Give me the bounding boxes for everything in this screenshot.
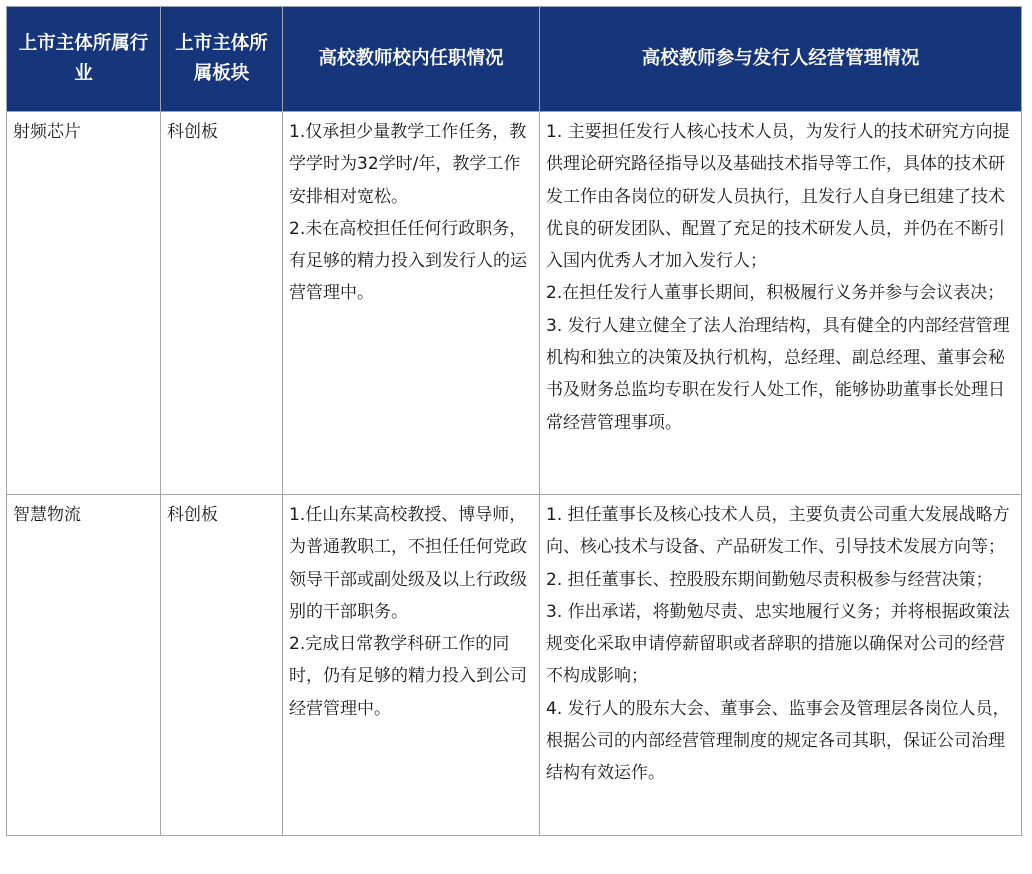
school-role-item: 1.任山东某高校教授、博导师，为普通教职工，不担任任何党政领导干部或副处级及以上行政级别的干部职务。 [289, 505, 527, 622]
cell-school-roles [283, 112, 540, 495]
issuer-teacher-table [6, 6, 1022, 836]
management-role-item: 3. 发行人建立健全了法人治理结构，具有健全的内部经营管理机构和独立的决策及执行机构，总经理、副总经理、董事会秘书及财务总监均专职在发行人处工作，能够协助董事长处理日常经营管理事项。 [546, 315, 1010, 433]
school-role-item: 2.未在高校担任任何行政职务，有足够的精力投入到发行人的运营管理中。 [289, 218, 527, 304]
management-role-item: 1. 担任董事长及核心技术人员，主要负责公司重大发展战略方向、核心技术与设备、产品研发工作、引导技术发展方向等； [546, 505, 1010, 558]
table-row [7, 112, 1022, 495]
cell-management-roles [540, 112, 1022, 495]
cell-board: 科创板 [161, 495, 283, 836]
cell-industry: 射频芯片 [7, 112, 161, 495]
cell-industry: 智慧物流 [7, 495, 161, 836]
cell-management-roles [540, 495, 1022, 836]
header-industry: 上市主体所属行业 [7, 7, 161, 112]
header-board: 上市主体所属板块 [161, 7, 283, 112]
cell-board: 科创板 [161, 112, 283, 495]
management-role-item: 4. 发行人的股东大会、董事会、监事会及管理层各岗位人员，根据公司的内部经营管理制度的规定各司其职，保证公司治理结构有效运作。 [546, 698, 1010, 784]
management-role-item: 2. 担任董事长、控股股东期间勤勉尽责积极参与经营决策； [546, 569, 993, 590]
management-role-item: 3. 作出承诺，将勤勉尽责、忠实地履行义务；并将根据政策法规变化采取申请停薪留职或者辞职的措施以确保对公司的经营不构成影响； [546, 601, 1010, 687]
table-row [7, 495, 1022, 836]
header-management-roles: 高校教师参与发行人经营管理情况 [540, 7, 1022, 112]
school-role-item: 1.仅承担少量教学工作任务，教学学时为32学时/年，教学工作安排相对宽松。 [289, 122, 527, 207]
issuer-teacher-table-wrapper [6, 6, 1021, 836]
header-school-roles: 高校教师校内任职情况 [283, 7, 540, 112]
management-role-item: 2.在担任发行人董事长期间，积极履行义务并参与会议表决； [546, 283, 1005, 304]
cell-school-roles [283, 495, 540, 836]
school-role-item: 2.完成日常教学科研工作的同时，仍有足够的精力投入到公司经营管理中。 [289, 634, 527, 719]
management-role-item: 1. 主要担任发行人核心技术人员，为发行人的技术研究方向提供理论研究路径指导以及基础技术指导等工作，具体的技术研发工作由各岗位的研发人员执行，且发行人自身已组建了技术优良的研发团队、配置了充足的技术研发人员，并仍在不断引入国内优秀人才加入发行人； [546, 122, 1010, 272]
table-header-row [7, 7, 1022, 112]
